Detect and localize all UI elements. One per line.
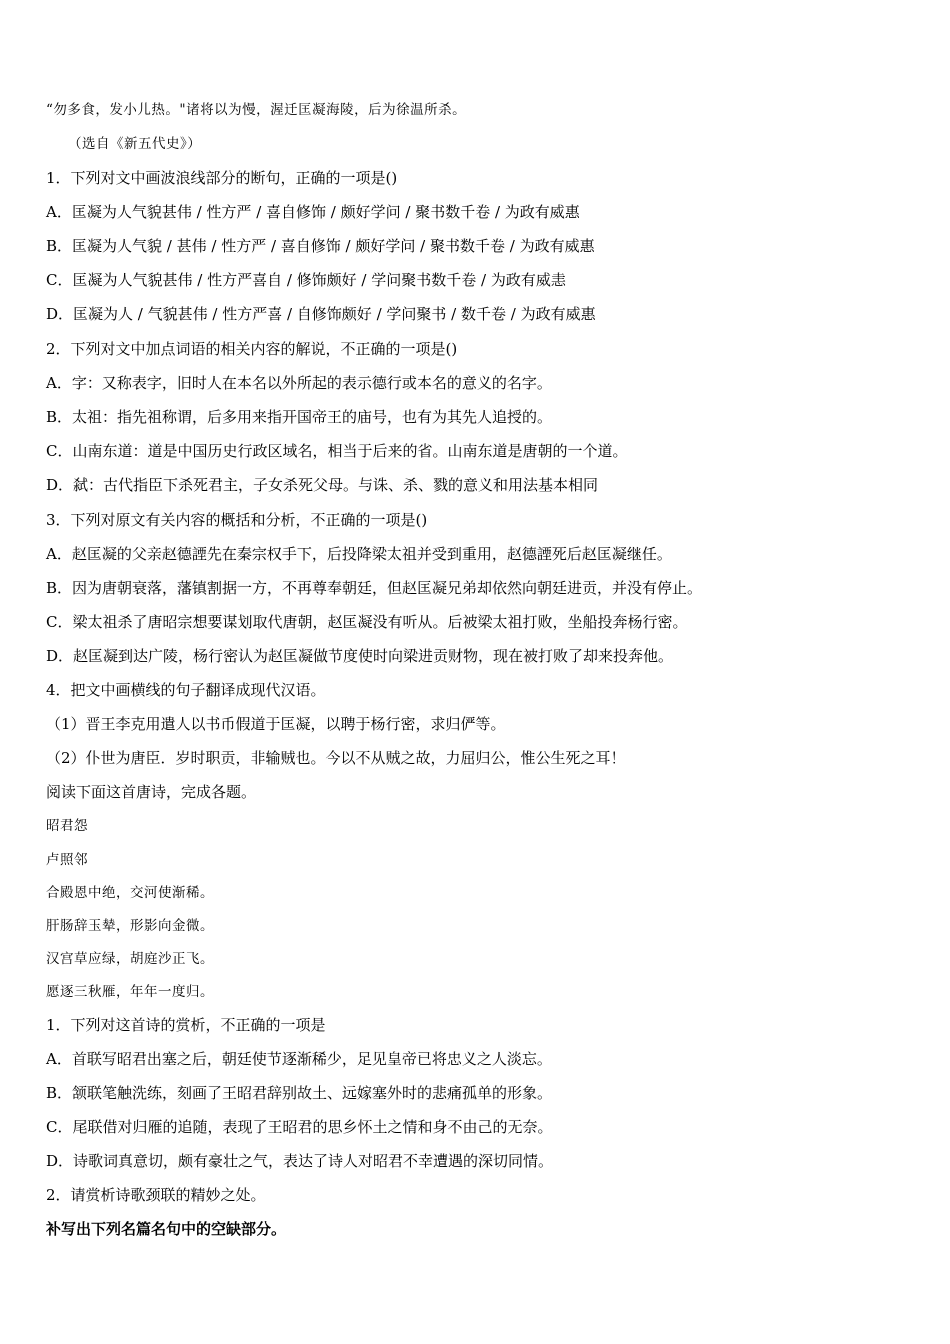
text-line: “勿多食，发小儿热。"诸将以为慢，渥迁匡凝海陵，后为徐温所杀。 bbox=[46, 102, 467, 118]
poem-instruction: 阅读下面这首唐诗，完成各题。 bbox=[46, 783, 257, 801]
option-b: B．匡凝为人气貌 / 甚伟 / 性方严 / 喜自修饰 / 颇好学问 / 聚书数千卷 / 为政有威惠 bbox=[46, 237, 595, 255]
question-4-stem: 4．把文中画横线的句子翻译成现代汉语。 bbox=[46, 681, 326, 699]
option-c: C．梁太祖杀了唐昭宗想要谋划取代唐朝，赵匡凝没有听从。后被梁太祖打败，坐船投奔杨行密。 bbox=[46, 613, 688, 631]
option-b: B．太祖：指先祖称谓，后多用来指开国帝王的庙号，也有为其先人追授的。 bbox=[46, 408, 553, 426]
translation-item-1: （1）晋王李克用遣人以书币假道于匡凝，以聘于杨行密，求归俨等。 bbox=[46, 715, 506, 733]
option-d: D．赵匡凝到达广陵，杨行密认为赵匡凝做节度使时向梁进贡财物，现在被打败了却来投奔他。 bbox=[46, 647, 674, 665]
source-citation: （选自《新五代史》） bbox=[68, 136, 202, 152]
poem-line-2: 肝肠辞玉辇，形影向金微。 bbox=[46, 918, 214, 934]
question-2-stem: 2．下列对文中加点词语的相关内容的解说，不正确的一项是() bbox=[46, 340, 458, 358]
option-c: C．尾联借对归雁的追随，表现了王昭君的思乡怀土之情和身不由己的无奈。 bbox=[46, 1118, 553, 1136]
option-a: A．赵匡凝的父亲赵德諲先在秦宗权手下，后投降梁太祖并受到重用，赵德諲死后赵匡凝继任。 bbox=[46, 545, 672, 563]
translation-item-2: （2）仆世为唐臣．岁时职贡，非输贼也。今以不从贼之故，力屈归公，惟公生死之耳！ bbox=[46, 749, 626, 767]
poem-line-3: 汉宫草应绿，胡庭沙正飞。 bbox=[46, 951, 214, 967]
poem-question-2-stem: 2．请赏析诗歌颈联的精妙之处。 bbox=[46, 1186, 266, 1204]
poem-title: 昭君怨 bbox=[46, 818, 88, 834]
question-1-stem: 1．下列对文中画波浪线部分的断句，正确的一项是() bbox=[46, 169, 398, 187]
option-b: B．颔联笔触洗练，刻画了王昭君辞别故土、远嫁塞外时的悲痛孤单的形象。 bbox=[46, 1084, 553, 1102]
option-d: D．诗歌词真意切，颇有豪壮之气，表达了诗人对昭君不幸遭遇的深切同情。 bbox=[46, 1152, 554, 1170]
option-a: A．首联写昭君出塞之后，朝廷使节逐渐稀少，足见皇帝已将忠义之人淡忘。 bbox=[46, 1050, 552, 1068]
poem-line-1: 合殿恩中绝，交河使渐稀。 bbox=[46, 885, 214, 901]
poem-question-1-stem: 1．下列对这首诗的赏析，不正确的一项是 bbox=[46, 1016, 326, 1034]
option-c: C．山南东道：道是中国历史行政区域名，相当于后来的省。山南东道是唐朝的一个道。 bbox=[46, 442, 628, 460]
option-d: D．匡凝为人 / 气貌甚伟 / 性方严喜 / 自修饰颇好 / 学问聚书 / 数千卷 / 为政有威惠 bbox=[46, 305, 596, 323]
option-c: C．匡凝为人气貌甚伟 / 性方严喜自 / 修饰颇好 / 学问聚书数千卷 / 为政有威恚 bbox=[46, 271, 566, 289]
poem-line-4: 愿逐三秋雁，年年一度归。 bbox=[46, 984, 214, 1000]
option-b: B．因为唐朝衰落，藩镇割据一方，不再尊奉朝廷，但赵匡凝兄弟却依然向朝廷进贡，并没有停止。 bbox=[46, 579, 703, 597]
option-a: A．匡凝为人气貌甚伟 / 性方严 / 喜自修饰 / 颇好学问 / 聚书数千卷 / 为政有威惠 bbox=[46, 203, 580, 221]
section-heading: 补写出下列名篇名句中的空缺部分。 bbox=[46, 1220, 287, 1238]
question-3-stem: 3．下列对原文有关内容的概括和分析，不正确的一项是() bbox=[46, 511, 428, 529]
option-d: D．弑：古代指臣下杀死君主，子女杀死父母。与诛、杀、戮的意义和用法基本相同 bbox=[46, 476, 599, 494]
poem-author: 卢照邻 bbox=[46, 852, 88, 868]
option-a: A．字：又称表字，旧时人在本名以外所起的表示德行或本名的意义的名字。 bbox=[46, 374, 552, 392]
